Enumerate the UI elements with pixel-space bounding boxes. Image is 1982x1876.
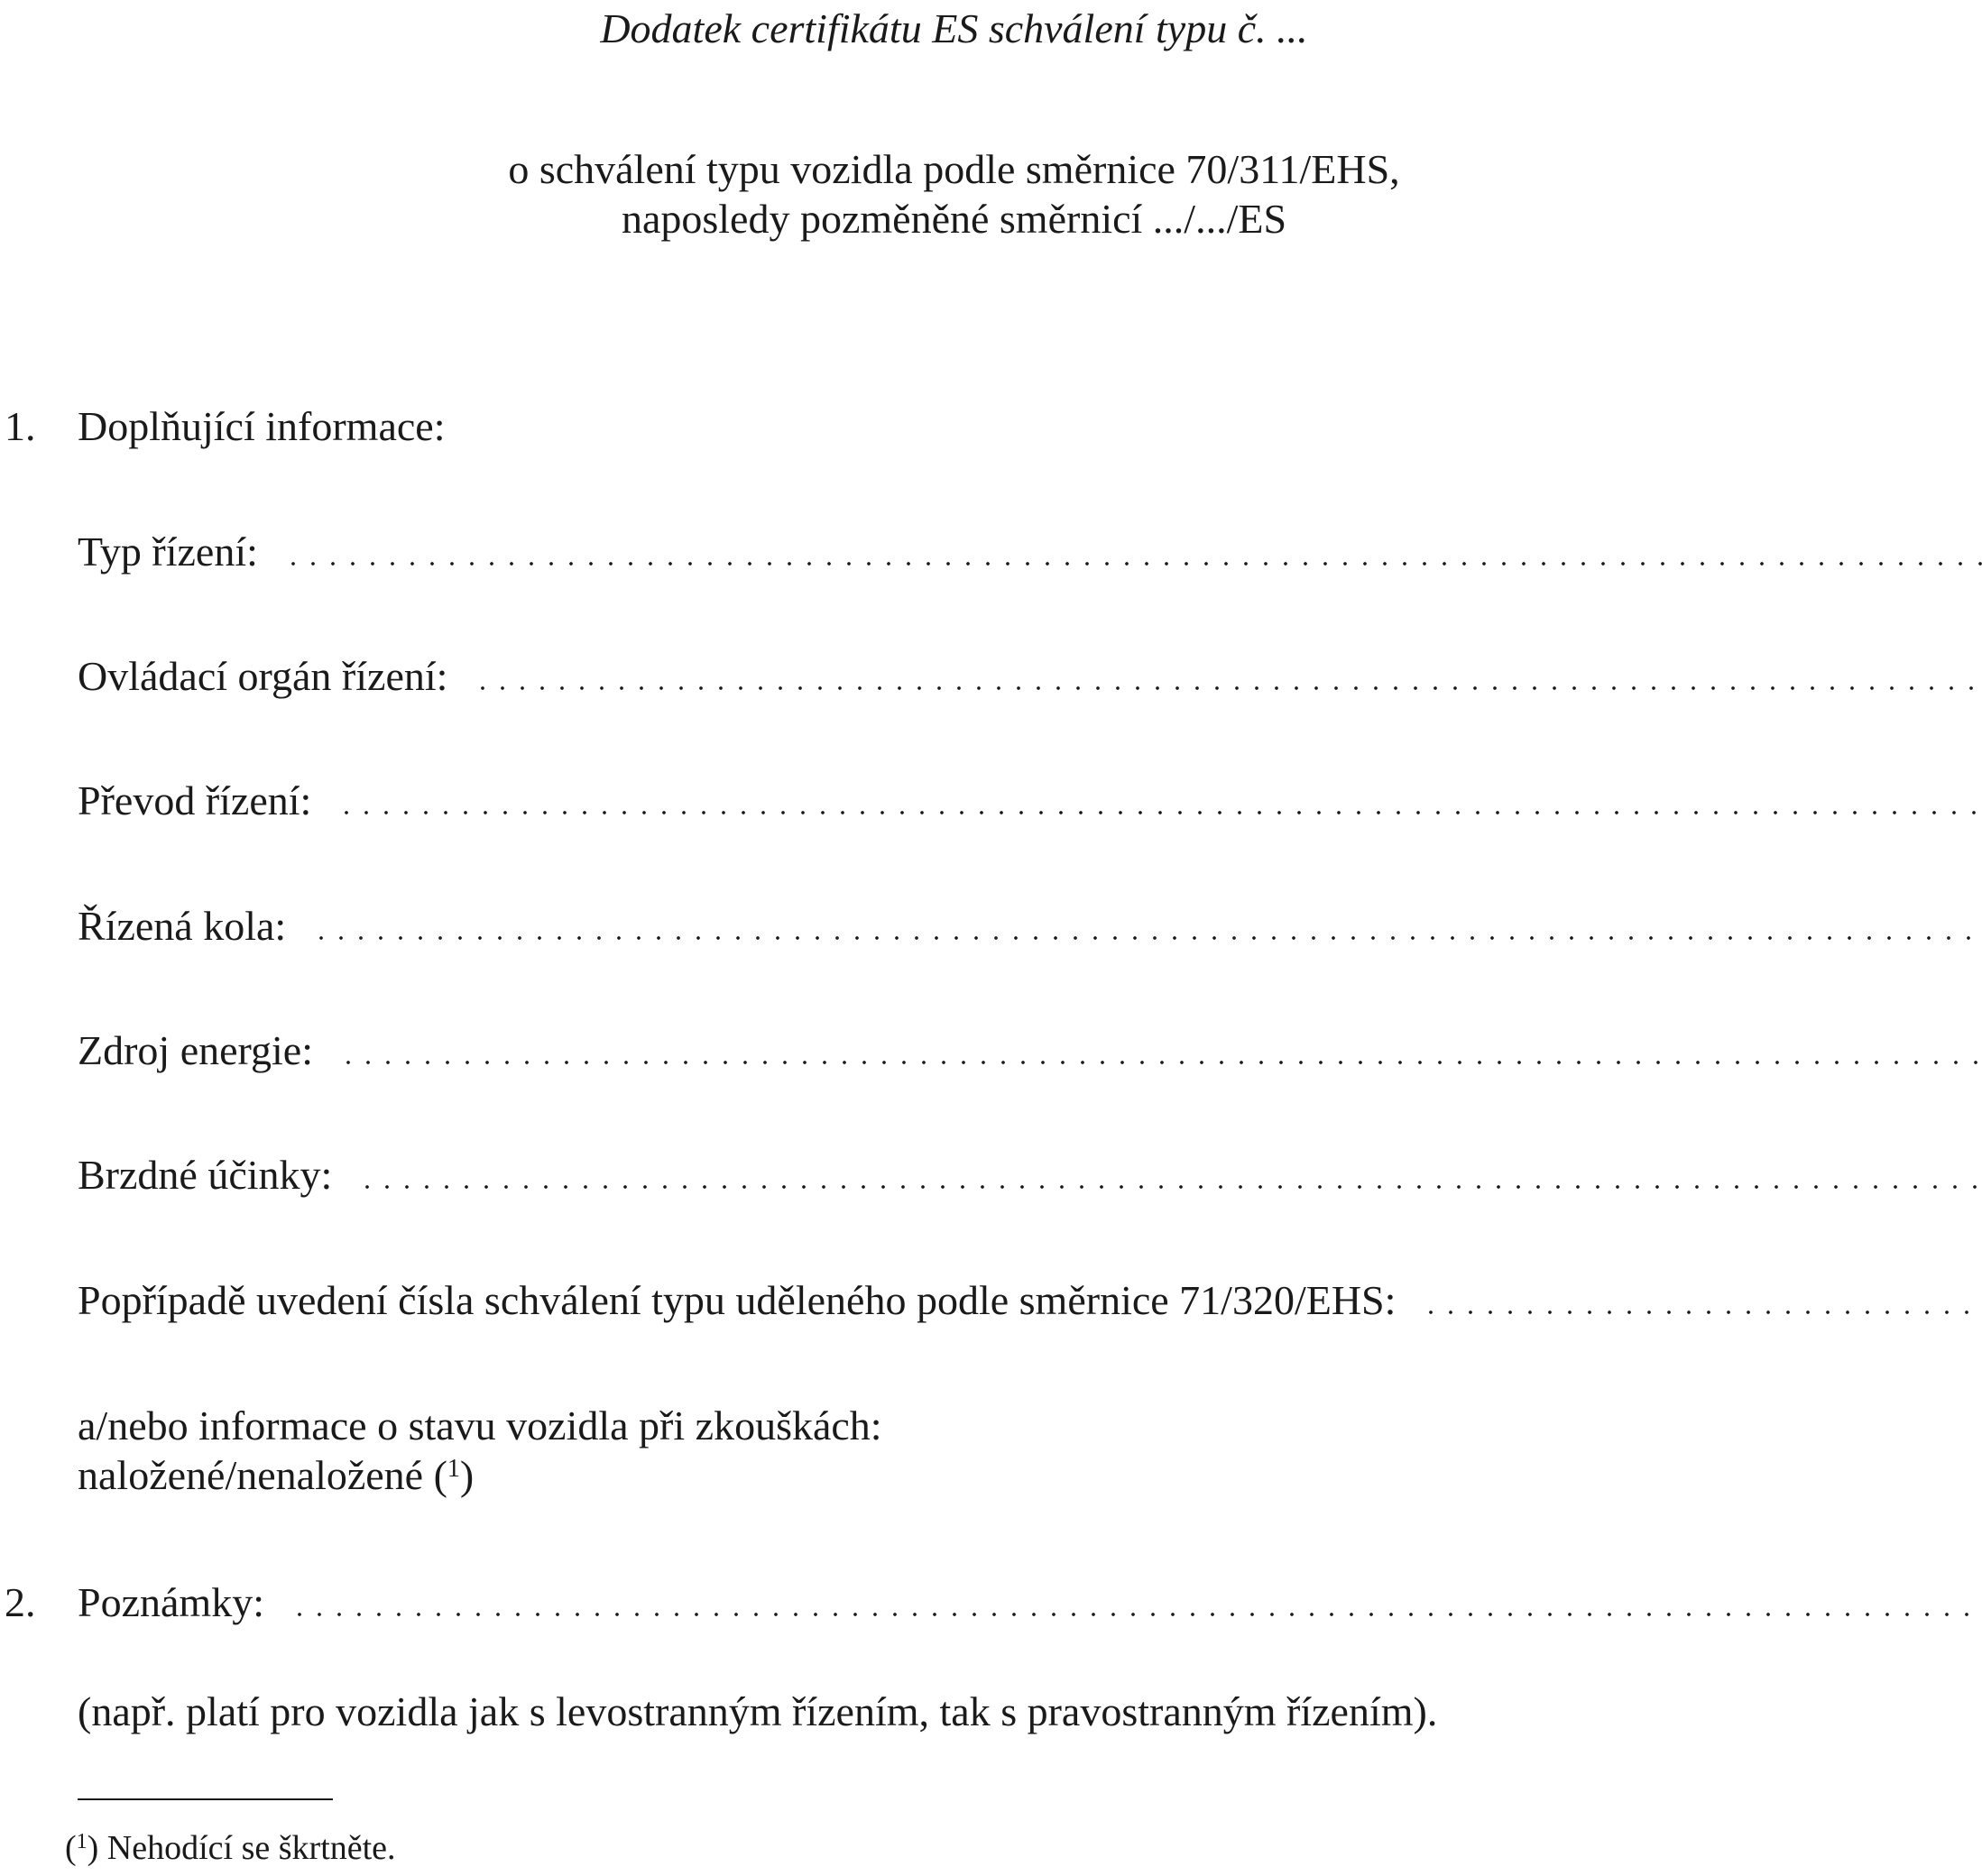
remarks-note: (např. platí pro vozidla jak s levostranným řízením, tak s pravostranným řízením). — [78, 1688, 1438, 1734]
field-approval-number — [78, 1274, 1982, 1328]
vehicle-state-info — [78, 1401, 882, 1500]
field-energy-source — [78, 1024, 1982, 1078]
footnote-mark: 1 — [76, 1830, 88, 1853]
dotted-leader — [283, 562, 1982, 566]
field-label: Převod řízení: — [78, 777, 312, 823]
field-label: Ovládací orgán řízení: — [78, 653, 448, 699]
field-steering-transmission — [78, 774, 1982, 828]
field-label: Brzdné účinky: — [78, 1152, 333, 1198]
field-steered-wheels — [78, 899, 1982, 953]
dotted-leader — [311, 936, 1982, 940]
subtitle-line-1: o schválení typu vozidla podle směrnice 70/311/EHS, — [508, 146, 1400, 192]
dotted-leader — [473, 686, 1982, 690]
section-2-number: 2. — [5, 1579, 36, 1625]
field-remarks — [78, 1576, 1982, 1630]
field-braking-effects — [78, 1148, 1982, 1202]
dotted-leader — [1421, 1310, 1982, 1314]
dotted-leader — [338, 1061, 1982, 1064]
vehicle-state-line-2 — [78, 1450, 882, 1500]
field-label: Typ řízení: — [78, 529, 258, 575]
section-1-number: 1. — [5, 403, 36, 449]
section-2-title: Poznámky: — [78, 1579, 264, 1625]
dotted-leader — [336, 811, 1982, 814]
footnote-separator — [78, 1798, 333, 1800]
field-steering-control — [78, 649, 1982, 704]
field-label: Řízená kola: — [78, 903, 287, 949]
dotted-leader — [290, 1613, 1982, 1616]
vehicle-state-options: naložené/nenaložené — [78, 1452, 424, 1498]
field-label: Popřípadě uvedení čísla schválení typu uděleného podle směrnice 71/320/EHS: — [78, 1277, 1397, 1323]
subtitle-line-2: naposledy pozměněné směrnicí .../.../ES — [621, 196, 1287, 242]
section-1-title: Doplňující informace: — [78, 403, 446, 449]
footnote-open: ( — [65, 1829, 77, 1867]
footnote-1 — [65, 1826, 396, 1870]
document-title: Dodatek certifikátu ES schválení typu č. ... — [600, 5, 1308, 51]
footnote-ref-mark: 1 — [447, 1455, 460, 1483]
document-subtitle — [0, 144, 1908, 244]
vehicle-state-line-1: a/nebo informace o stavu vozidla při zkouškách: — [78, 1402, 882, 1448]
dotted-leader — [357, 1185, 1982, 1189]
footnote-text: ) Nehodící se škrtněte. — [87, 1829, 396, 1867]
footnote-ref-close: ) — [459, 1452, 475, 1498]
field-steering-type — [78, 525, 1982, 579]
field-label: Zdroj energie: — [78, 1027, 313, 1073]
footnote-ref-open: ( — [433, 1452, 447, 1498]
